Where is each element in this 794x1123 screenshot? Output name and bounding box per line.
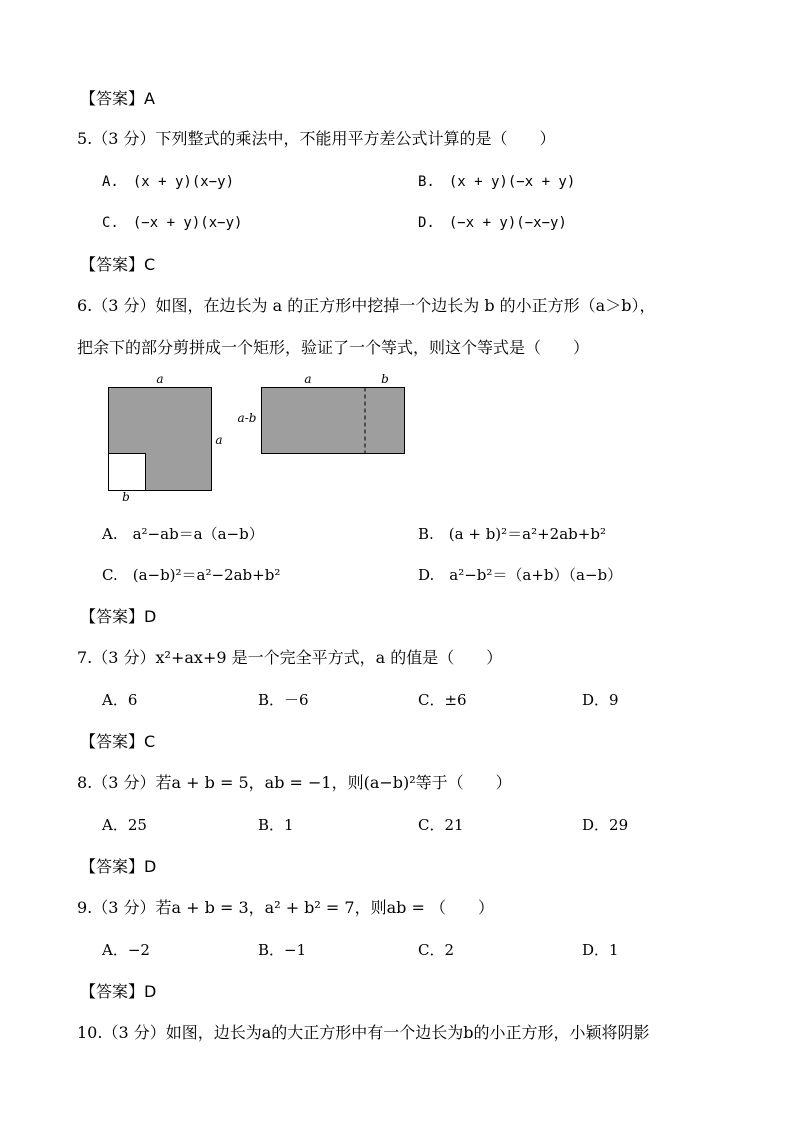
- q8-option-d: D．29: [582, 816, 629, 834]
- label-left-top: a: [156, 372, 164, 386]
- q7-option-c: C．±6: [418, 691, 467, 709]
- q8-option-b: B．1: [258, 816, 294, 834]
- q5-option-a: A. (x + y)(x−y): [102, 174, 235, 190]
- question-10-stem: 10.（3 分）如图，边长为a的大正方形中有一个边长为b的小正方形，小颖将阴影: [77, 1023, 650, 1042]
- answer-q5: 【答案】C: [80, 255, 156, 274]
- small-square: [109, 454, 146, 491]
- label-left-right: a: [215, 433, 223, 447]
- label-right-left: a-b: [237, 411, 257, 425]
- question-8-stem: 8.（3 分）若a + b = 5，ab = −1，则(a−b)²等于（ ）: [77, 773, 512, 792]
- answer-q9: 【答案】D: [80, 982, 157, 1001]
- answer-q6: 【答案】D: [80, 607, 157, 626]
- question-9-stem: 9.（3 分）若a + b = 3，a² + b² = 7，则ab = （ ）: [77, 898, 494, 917]
- q7-option-a: A．6: [102, 691, 138, 709]
- q5-option-c: C. (−x + y)(x−y): [102, 215, 243, 231]
- q6-option-a: A. a²−ab＝a（a−b）: [102, 525, 264, 543]
- label-right-top-a: a: [304, 372, 312, 386]
- q8-option-c: C．21: [418, 816, 464, 834]
- q9-option-d: D．1: [582, 941, 619, 959]
- q5-option-d: D. (−x + y)(−x−y): [418, 215, 567, 231]
- rearranged-rectangle: [262, 388, 405, 454]
- q5-option-b: B. (x + y)(−x + y): [418, 174, 576, 190]
- q9-option-b: B．−1: [258, 941, 307, 959]
- answer-q8: 【答案】D: [80, 857, 157, 876]
- question-6-stem-line1: 6.（3 分）如图，在边长为 a 的正方形中挖掉一个边长为 b 的小正方形（a＞b），: [77, 296, 656, 315]
- label-left-bottom: b: [122, 490, 130, 504]
- q6-figure: [100, 370, 430, 505]
- q8-option-a: A．25: [102, 816, 147, 834]
- question-7-stem: 7.（3 分）x²+ax+9 是一个完全平方式，a 的值是（ ）: [77, 648, 503, 667]
- answer-q7: 【答案】C: [80, 732, 156, 751]
- q6-option-d: D. a²−b²＝（a+b）（a−b）: [418, 566, 623, 584]
- q9-option-a: A．−2: [102, 941, 150, 959]
- q7-option-d: D．9: [582, 691, 619, 709]
- answer-q4: 【答案】A: [80, 89, 155, 108]
- q9-option-c: C．2: [418, 941, 455, 959]
- q6-option-b: B. (a + b)²＝a²+2ab+b²: [418, 525, 606, 543]
- question-5-stem: 5.（3 分）下列整式的乘法中，不能用平方差公式计算的是（ ）: [77, 129, 556, 148]
- q6-option-c: C. (a−b)²＝a²−2ab+b²: [102, 566, 281, 584]
- q7-option-b: B．－6: [258, 691, 309, 709]
- label-right-top-b: b: [381, 372, 389, 386]
- question-6-stem-line2: 把余下的部分剪拼成一个矩形，验证了一个等式，则这个等式是（ ）: [77, 338, 590, 357]
